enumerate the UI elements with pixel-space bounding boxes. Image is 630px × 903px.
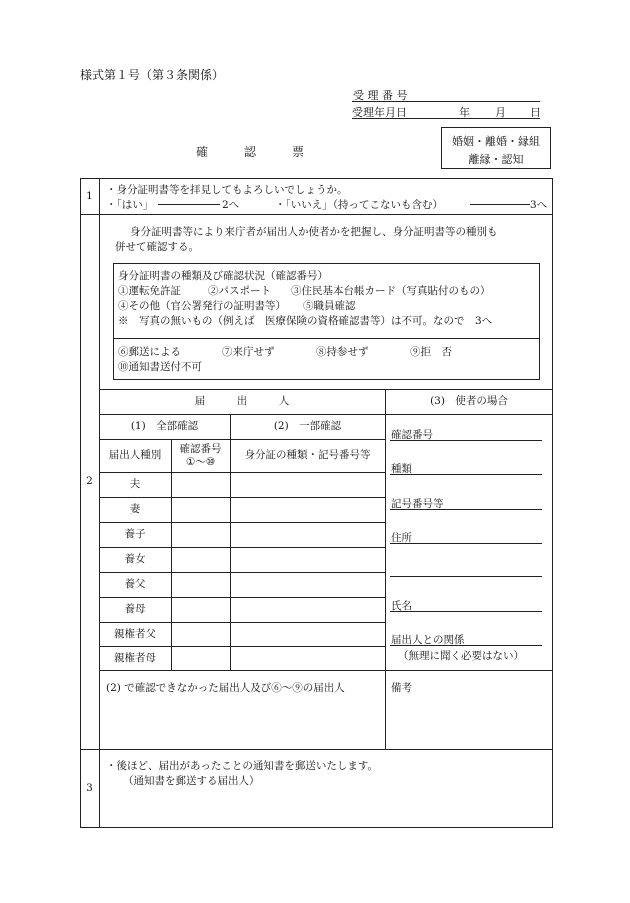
row-label-wife: 妻 <box>129 503 141 516</box>
id-option-resident-card: ③住民基本台帳カード（写真貼付のもの） <box>291 285 491 297</box>
partial-check-label: (2) 一部確認 <box>273 420 342 433</box>
messenger-confirm-no: 確認番号 <box>391 429 433 441</box>
section3-line1: ・後ほど、届出があったことの通知書を郵送いたします。 <box>106 760 379 772</box>
messenger-address-line <box>390 543 542 544</box>
section1-no-goto: 3へ <box>530 199 548 211</box>
id-option-not-brought: ⑧持参せず <box>316 346 369 358</box>
row-label-husband: 夫 <box>129 478 141 491</box>
receipt-date-line <box>352 118 540 119</box>
category-box <box>441 127 551 169</box>
id-box-title: 身分証明書の種類及び確認状況（確認番号） <box>118 270 328 282</box>
id-option-not-visited: ⑦来庁せず <box>222 346 275 358</box>
receipt-number-line <box>352 101 540 102</box>
messenger-code-no-line <box>390 509 542 510</box>
full-check-label: (1) 全部確認 <box>130 420 199 433</box>
col-type-header: 届出人種別 <box>108 449 162 462</box>
messenger-header: (3) 使者の場合 <box>430 395 508 408</box>
receipt-month: 月 <box>495 106 506 119</box>
receipt-year: 年 <box>459 106 470 119</box>
table-body-bottom <box>99 670 553 671</box>
messenger-name: 氏名 <box>391 600 412 612</box>
id-option-notice-not-sent: ⑩通知書送付不可 <box>118 361 202 373</box>
id-option-passport: ②パスポート <box>208 285 271 297</box>
type-col-divider <box>171 439 172 670</box>
section1-question: ・身分証明書等を拝見してもよろしいでしょうか。 <box>106 184 348 196</box>
category-line1: 婚姻・離婚・縁組 <box>452 135 540 148</box>
unconfirmed-note: (2) で確認できなかった届出人及び⑥～⑨の届出人 <box>106 682 345 694</box>
section2-bottom <box>80 749 553 750</box>
section1-no-arrow-line <box>470 204 530 205</box>
col-confirm-line2: ①～⑩ <box>185 455 216 468</box>
section1-yes-arrow-line <box>158 204 220 205</box>
id-option-other: ④その他（官公署発行の証明書等） <box>118 300 286 312</box>
messenger-relation-line <box>390 645 542 646</box>
receipt-number-label: 受 理 番 号 <box>353 89 408 102</box>
section2-intro-line2: 併せて確認する。 <box>115 241 199 253</box>
messenger-relation: 届出人との関係 <box>391 634 465 646</box>
id-option-drivers-license: ①運転免許証 <box>118 285 181 297</box>
messenger-kind: 種類 <box>391 463 412 475</box>
messenger-code-no: 記号番号等 <box>391 498 444 510</box>
section2-intro-line1: 身分証明書等により来庁者が届出人か使者かを把握し、身分証明書等の種別も <box>130 226 498 238</box>
id-no-photo-note: ※ 写真の無いもの（例えば 医療保険の資格確認書等）は不可。なので 3へ <box>118 315 493 327</box>
section2-number: 2 <box>86 475 93 488</box>
section1-bottom <box>80 214 553 215</box>
id-box-divider <box>113 338 540 339</box>
messenger-confirm-no-line <box>390 440 542 441</box>
messenger-relation-note: （無理に聞く必要はない） <box>398 650 524 662</box>
row-label-adopted-daughter: 養女 <box>124 553 146 566</box>
row-label-adoptive-father: 養父 <box>124 578 146 591</box>
col-confirm-line1: 確認番号 <box>179 443 222 456</box>
messenger-address-line2 <box>390 576 542 577</box>
messenger-divider <box>385 389 386 749</box>
row-label-adopted-son: 養子 <box>124 528 146 541</box>
messenger-address: 住所 <box>391 532 412 544</box>
messenger-name-line <box>390 611 542 612</box>
remarks-label: 備考 <box>391 682 412 694</box>
row-label-guardian-mother: 親権者母 <box>114 651 156 664</box>
section3-line2: （通知書を郵送する届出人） <box>123 775 260 787</box>
receipt-date-label: 受理年月日 <box>352 106 407 119</box>
section1-yes-option: ・「はい」 <box>106 199 154 211</box>
page-title: 確 認 票 <box>196 145 305 159</box>
col-idtype-header: 身分証の種類・記号番号等 <box>244 449 371 462</box>
section1-number: 1 <box>86 189 93 202</box>
row-label-adoptive-mother: 養母 <box>124 603 146 616</box>
section1-no-option: ・「いいえ」（持ってこないも含む） <box>275 199 443 211</box>
receipt-day: 日 <box>530 106 541 119</box>
category-line2: 離縁・認知 <box>468 153 524 166</box>
id-option-mail: ⑥郵送による <box>118 346 181 358</box>
section1-yes-goto: 2へ <box>222 199 240 211</box>
form-number: 様式第１号（第３条関係） <box>80 68 225 82</box>
notifier-header: 届 出 人 <box>194 395 290 408</box>
id-option-refused: ⑨拒 否 <box>410 346 452 358</box>
messenger-kind-line <box>390 474 542 475</box>
id-option-staff: ⑤職員確認 <box>303 300 356 312</box>
col-confirm-header <box>171 439 230 472</box>
section3-number: 3 <box>86 782 93 795</box>
row-label-guardian-father: 親権者父 <box>114 627 156 640</box>
